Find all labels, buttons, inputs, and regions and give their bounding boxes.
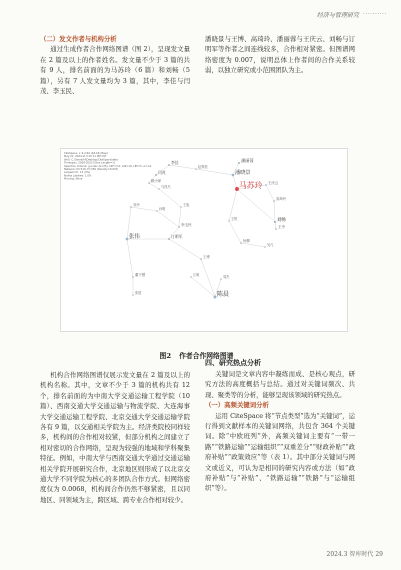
network-edge xyxy=(131,207,157,211)
network-node xyxy=(180,206,182,208)
journal-header xyxy=(317,10,387,19)
network-node-label: 吴凡 xyxy=(267,243,274,247)
figure-meta-line: Largest CC: 13 (4%) xyxy=(64,171,91,175)
network-node xyxy=(132,294,134,296)
network-node-label: 闫茂 xyxy=(158,170,166,175)
network-node-label: 刘丹 xyxy=(133,203,140,207)
network-node xyxy=(275,228,277,230)
page-footer xyxy=(327,549,384,558)
network-node-label: 李玉民 xyxy=(181,223,192,227)
network-node xyxy=(168,238,170,240)
network-node-label: 刘畅 xyxy=(277,218,286,223)
network-edge xyxy=(169,165,196,169)
network-edge xyxy=(274,201,275,222)
network-node-label: 马苏玲 xyxy=(239,181,263,190)
left-bottom-column xyxy=(40,370,190,505)
network-node-label: 孙明 xyxy=(159,207,166,211)
page-number: 29 xyxy=(375,551,383,558)
network-node xyxy=(178,226,180,228)
paragraph-institutions: 机构合作网络图谱仅展示发文量在 2 篇及以上的机构名称。其中，文章不少于 3 篇的机构共有 12 个，排名前面的为中南大学交通运输工程学院（10 篇）、西南交通大学交通运输与物流学院、大连海事大学交通运输工程学院、北京交通大学交通运输学院各有 9 篇，以交通相关学院为主。经济类院校同样较多，机构间的合作相对较紧，但部分机构之间建立了相对密切的合作网络，呈现为较强的地域和学科聚集特征。例如，中南大学与西南交通大学通过交通运输相关学院开展研究合作，北京地区则形成了以北京交通大学不同学院为核心的多团队合作方式。但网络密度仅为 0.0068，机构间合作仍然不够紧密，且以同地区、同领域为主，跨区域、跨专业合作相对较少。 xyxy=(40,371,190,504)
footer-journal: 智库时代 xyxy=(349,551,374,558)
network-node xyxy=(148,182,150,184)
network-node xyxy=(156,210,158,212)
figure-meta-line: Selection Criteria: g-index (k=25), LRF=3.0, L/N=10, LBY=5, e=1.0 xyxy=(64,164,152,168)
network-node-label: 订明军 xyxy=(171,234,183,239)
figure-meta-line: WoS: C:\Users\AI\Desktop\CiteSpace\data xyxy=(64,158,118,162)
network-node-label: 李佳 xyxy=(171,160,179,165)
network-node-label: 马昌杰 xyxy=(161,185,171,189)
network-node-label: 潘丽蓉 xyxy=(241,158,254,163)
network-node-label: 王锐 xyxy=(231,217,238,221)
network-node-label: 杨柳 xyxy=(243,239,250,243)
figure-meta-line: Timespan: 2009-2023 (Slice Length=1) xyxy=(64,161,115,165)
network-node xyxy=(232,174,235,177)
section-heading-hotspots: 四、研究热点分析 xyxy=(205,358,261,367)
network-node-label: 王中 xyxy=(278,225,286,229)
network-node-label: 王博 xyxy=(203,255,210,259)
right-bottom-column xyxy=(205,357,355,494)
header-dots: ·········· xyxy=(362,11,387,18)
network-node-label: 潘晓景 xyxy=(235,170,251,176)
network-node xyxy=(155,174,157,176)
network-node xyxy=(190,276,192,278)
network-edge xyxy=(233,175,237,189)
network-node-label: 王庆云 xyxy=(268,181,279,185)
network-node-label: 董于慧 xyxy=(135,273,146,277)
network-node xyxy=(126,238,129,241)
left-top-column xyxy=(40,34,190,96)
network-node xyxy=(132,276,134,278)
network-edge xyxy=(196,169,233,175)
network-edge xyxy=(149,183,159,189)
network-node-label: 赵青松 xyxy=(198,165,208,169)
network-node xyxy=(228,220,230,222)
subsection-heading-keywords: （一）高频关键词分析 xyxy=(205,401,269,410)
network-node xyxy=(274,221,276,223)
footer-issue: 2024.3 xyxy=(326,551,348,558)
network-edge xyxy=(229,221,241,243)
paragraph-keywords: 运用 CiteSpace 将“节点类型”选为“关键词”，运行得到文献样本的关键词网络，共包含 364 个关键词。除“中欧班列”外，高频关键词主要有“一带一路”“铁路运输”“运输组织”“双重差分”“财政补贴”“政府补贴”“政策效应”等（表 1）。其中部分关键词与网文或近义，可认为是相同的研究内容或方法（如“政府补贴”与“补贴”、“铁路运输”“铁路”与“运输组织”等）。 xyxy=(205,411,355,493)
section-heading-authors: （二）发文作者与机构分析 xyxy=(40,35,117,43)
paragraph-hotspots-intro: 关键词是文章内容中凝练而成、是核心观点，研究方法的高度概括与总结。通过对关键词频次、共现、聚类等的分析，能够呈现该领域的研究热点。 xyxy=(205,370,355,399)
right-top-column xyxy=(205,34,355,76)
network-node xyxy=(220,278,222,280)
figure-meta-line: Network: N=318, E=356 (Density=0.007) xyxy=(64,168,119,171)
network-node xyxy=(265,184,267,186)
network-node-label: 高琦玲 xyxy=(276,197,287,201)
network-edge xyxy=(237,189,275,222)
network-edge xyxy=(157,211,179,227)
figure-meta-line: Nodes Labeled: 1.0% xyxy=(64,174,92,178)
network-node xyxy=(273,200,275,202)
network-node-label: 张伟 xyxy=(129,234,140,240)
journal-name: 经济与管理研究 xyxy=(316,12,359,19)
network-node xyxy=(264,246,266,248)
network-node-label: 江明 xyxy=(193,273,200,277)
network-node-label: 王旭 xyxy=(183,203,190,207)
coauthor-network-figure xyxy=(60,148,348,332)
network-node xyxy=(158,188,160,190)
network-node-label: 陈晨 xyxy=(217,291,230,298)
network-edge xyxy=(241,243,265,247)
network-node xyxy=(200,258,202,260)
network-edge xyxy=(127,239,133,277)
network-node xyxy=(238,162,240,164)
network-node xyxy=(240,242,242,244)
paragraph-authors: 通过生成作者合作网络图谱（图 2），呈现发文量在 2 篇及以上的作者姓名。发文量不少于 3 篇的共有 9 人，排名前面的为马苏玲（6 篇）和刘畅（5 篇），另有 7 人发文量均为 3 篇，其中，李佳与闫茂、李玉民、 xyxy=(40,45,190,96)
network-edge xyxy=(266,185,274,201)
figure-meta-line: May 21, 2024 at 3:15:11 PM CST xyxy=(64,155,107,159)
network-node xyxy=(130,206,132,208)
network-node-label: 顾小萍 xyxy=(151,179,162,183)
network-node xyxy=(195,168,197,170)
network-node-label: 张建 xyxy=(135,291,142,295)
paragraph-authors-cont: 潘晓景与王博、高琦玲、潘丽蓉与王庆云、刘畅与订明军等作者之间连线较多，合作相对紧密。但图谱网络密度为 0.007，说明总体上作者间的合作关系较弱，以独立研究或小范围团队为主。 xyxy=(205,35,355,75)
figure-title: 作者合作网络图谱 xyxy=(179,352,234,360)
network-edge xyxy=(169,239,201,259)
network-edge xyxy=(159,189,181,207)
figure-number: 图2 xyxy=(159,352,172,360)
network-graph xyxy=(61,149,347,331)
network-node xyxy=(168,164,170,166)
network-node-label: 周杰 xyxy=(223,275,230,279)
figure-meta-line: CiteSpace, v. 6.2.R4 (64-bit) Basic xyxy=(64,152,109,155)
figure-meta-line: Pruning: None xyxy=(64,177,83,181)
